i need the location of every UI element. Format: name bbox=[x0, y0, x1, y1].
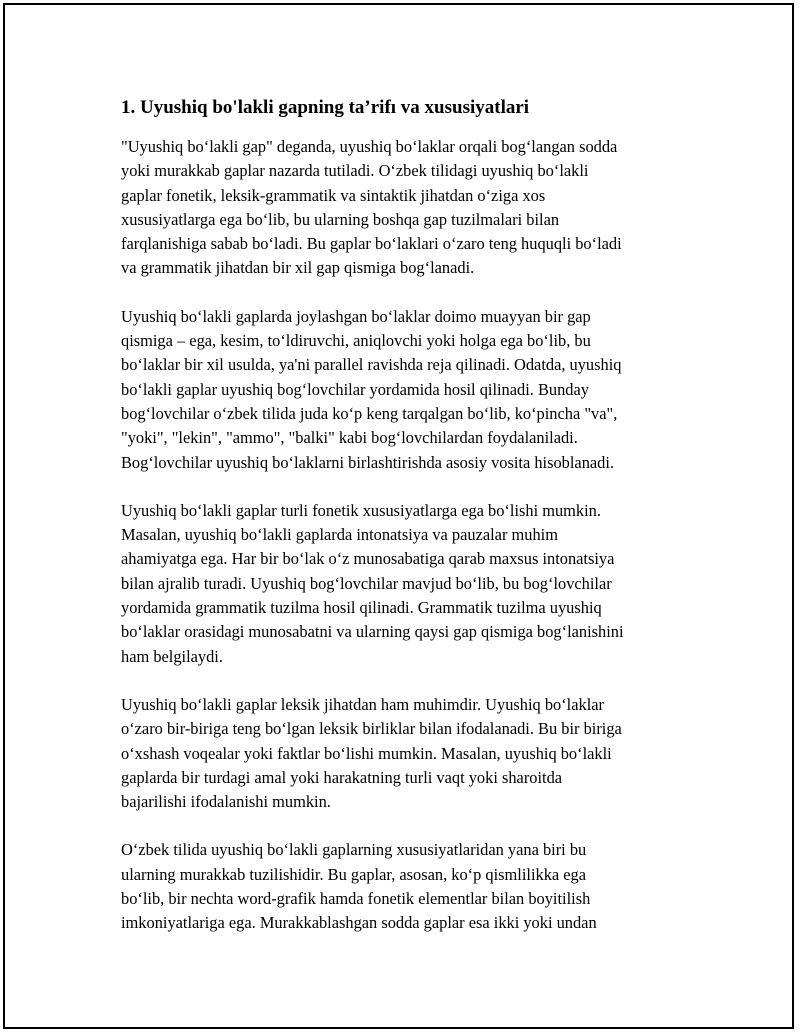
paragraph bbox=[121, 135, 696, 281]
document-body bbox=[121, 93, 696, 960]
text-line: Uyushiq bo‘lakli gaplar turli fonetik xususiyatlarga ega bo‘lishi mumkin. bbox=[121, 500, 601, 520]
text-line: bo‘lib, bir nechta word-grafik hamda fonetik elementlar bilan boyitilish bbox=[121, 889, 591, 909]
text-line: xususiyatlarga ega bo‘lib, bu ularning boshqa gap tuzilmalari bilan bbox=[121, 209, 560, 229]
text-line: ham belgilaydi. bbox=[121, 646, 223, 666]
text-line: bog‘lovchilar o‘zbek tilida juda ko‘p keng tarqalgan bo‘lib, ko‘pincha "va", bbox=[121, 403, 618, 423]
text-line: Uyushiq bo‘lakli gaplarda joylashgan bo‘laklar doimo muayyan bir gap bbox=[121, 306, 591, 326]
text-line: ularning murakkab tuzilishidir. Bu gaplar, asosan, ko‘p qismlilikka ega bbox=[121, 864, 587, 884]
text-line: Bog‘lovchilar uyushiq bo‘laklarni birlashtirishda asosiy vosita hisoblanadi. bbox=[121, 452, 615, 472]
text-line: o‘zaro bir-biriga teng bo‘lgan leksik birliklar bilan ifodalanadi. Bu bir biriga bbox=[121, 719, 622, 739]
text-line: "yoki", "lekin", "ammo", "balki" kabi bog‘lovchilardan foydalaniladi. bbox=[121, 428, 578, 448]
text-line: farqlanishiga sabab bo‘ladi. Bu gaplar bo‘laklari o‘zaro teng huquqli bo‘ladi bbox=[121, 234, 622, 254]
text-line: Uyushiq bo‘lakli gaplar leksik jihatdan ham muhimdir. Uyushiq bo‘laklar bbox=[121, 694, 604, 714]
paragraph bbox=[121, 693, 696, 814]
text-line: gaplarda bir turdagi amal yoki harakatning turli vaqt yoki sharoitda bbox=[121, 767, 563, 787]
text-line: Masalan, uyushiq bo‘lakli gaplarda intonatsiya va pauzalar muhim bbox=[121, 525, 558, 545]
text-line: yordamida grammatik tuzilma hosil qilinadi. Grammatik tuzilma uyushiq bbox=[121, 598, 602, 618]
paragraph bbox=[121, 499, 696, 669]
text-line: bo‘lakli gaplar uyushiq bog‘lovchilar yordamida hosil qilinadi. Bunday bbox=[121, 379, 589, 399]
text-line: "Uyushiq bo‘lakli gap" deganda, uyushiq bo‘laklar orqali bog‘langan sodda bbox=[121, 137, 618, 156]
document-page bbox=[3, 3, 794, 1029]
paragraph bbox=[121, 838, 696, 935]
text-line: yoki murakkab gaplar nazarda tutiladi. O‘zbek tilidagi uyushiq bo‘lakli bbox=[121, 161, 589, 181]
paragraph bbox=[121, 305, 696, 475]
text-line: imkoniyatlariga ega. Murakkablashgan sodda gaplar esa ikki yoki undan bbox=[121, 913, 597, 933]
text-line: ahamiyatga ega. Har bir bo‘lak o‘z munosabatiga qarab maxsus intonatsiya bbox=[121, 549, 615, 569]
text-line: bilan ajralib turadi. Uyushiq bog‘lovchilar mavjud bo‘lib, bu bog‘lovchilar bbox=[121, 573, 612, 593]
text-line: bo‘laklar orasidagi munosabatni va ularning qaysi gap qismiga bog‘lanishini bbox=[121, 622, 624, 642]
text-line: O‘zbek tilida uyushiq bo‘lakli gaplarning xususiyatlaridan yana biri bu bbox=[121, 840, 587, 860]
text-line: va grammatik jihatdan bir xil gap qismiga bog‘lanadi. bbox=[121, 258, 475, 278]
text-line: o‘xshash voqealar yoki faktlar bo‘lishi mumkin. Masalan, uyushiq bo‘lakli bbox=[121, 743, 612, 763]
text-line: bajarilishi ifodalanishi mumkin. bbox=[121, 792, 331, 812]
text-line: gaplar fonetik, leksik-grammatik va sintaktik jihatdan o‘ziga xos bbox=[121, 185, 546, 205]
text-line: qismiga – ega, kesim, to‘ldiruvchi, aniqlovchi yoki holga ega bo‘lib, bu bbox=[121, 331, 591, 351]
section-heading: 1. Uyushiq bo'lakli gapning ta’rifı va xususiyatlari bbox=[121, 97, 530, 118]
text-line: bo‘laklar bir xil usulda, ya'ni parallel ravishda reja qilinadi. Odatda, uyushiq bbox=[121, 355, 622, 375]
